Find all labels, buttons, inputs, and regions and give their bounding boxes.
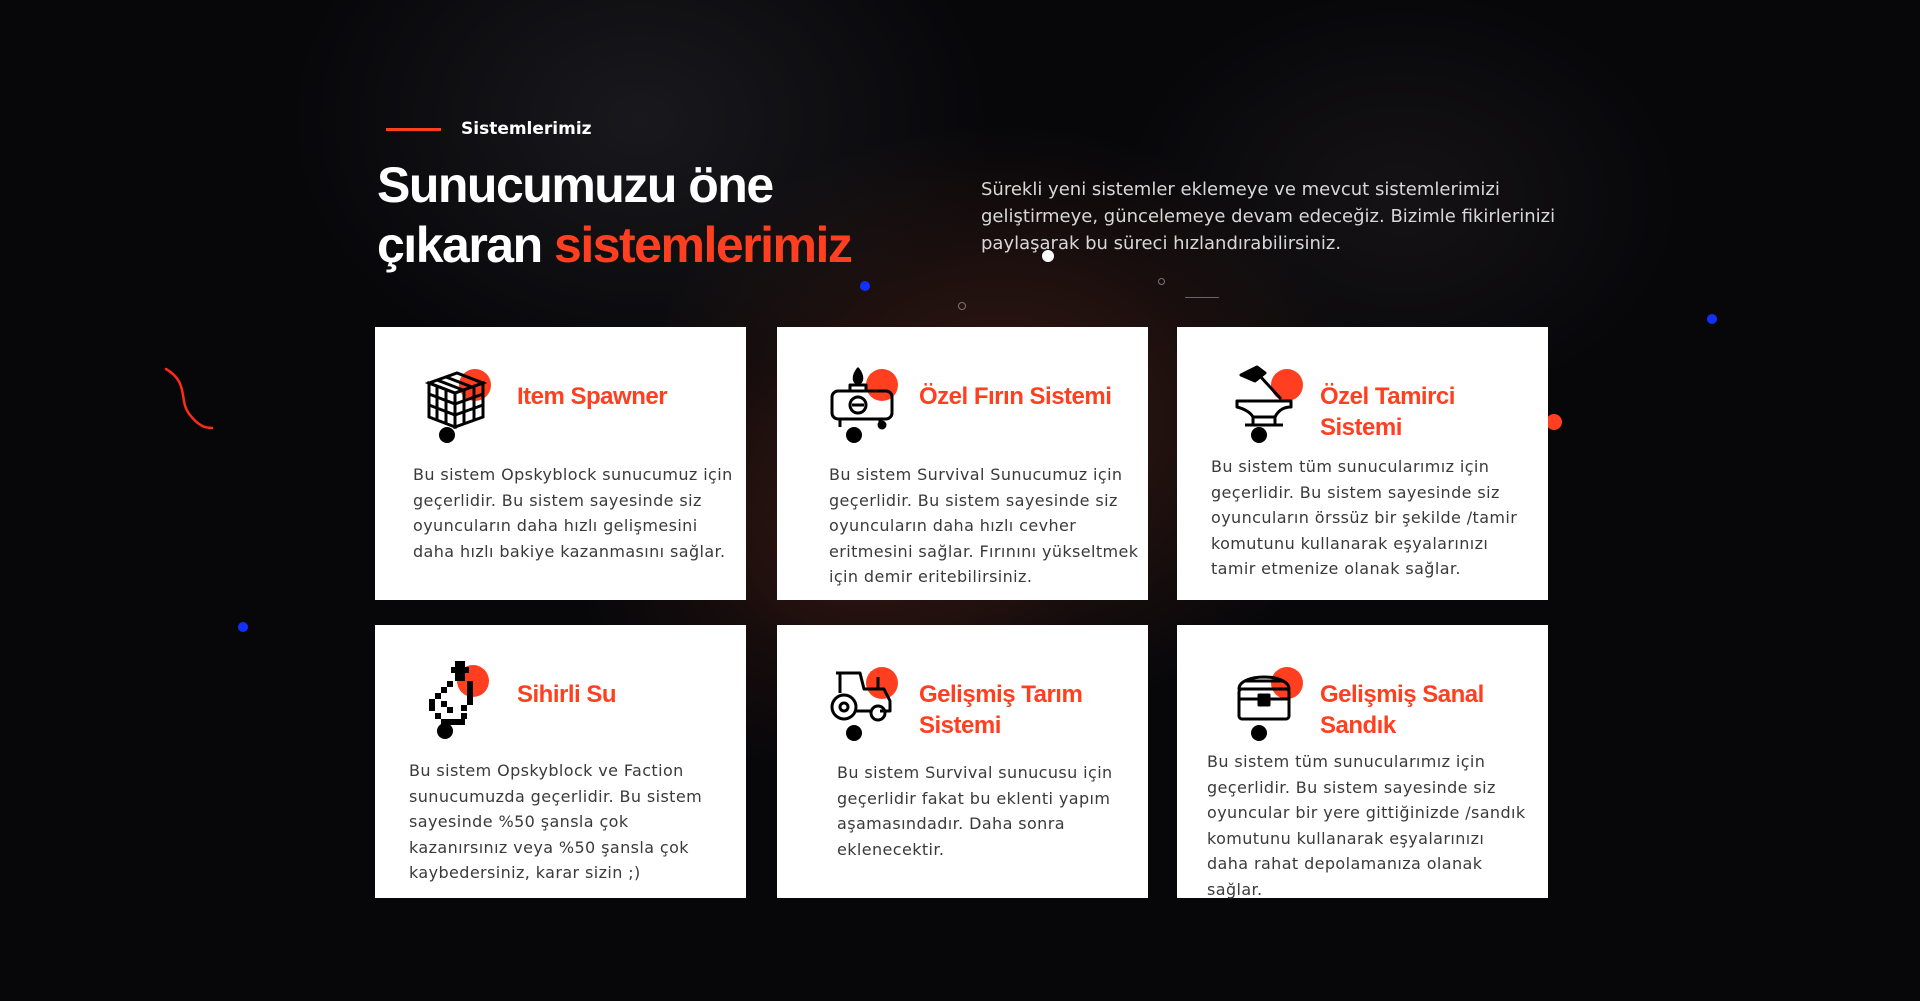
system-card-gelismis-sanal-sandik (1177, 625, 1548, 898)
section-title-line2 (377, 215, 851, 275)
system-card-item-spawner (375, 327, 746, 600)
card-icon-wrapper (822, 357, 906, 441)
icon-accent-dot (1251, 427, 1267, 443)
section-title-plain: çıkaran (377, 217, 555, 273)
system-card-ozel-tamirci (1177, 327, 1548, 600)
eyebrow-label: Sistemlerimiz (461, 119, 592, 139)
card-description: Bu sistem Opskyblock sunucumuz için geçerlidir. Bu sistem sayesinde siz oyuncuların daha hızlı gelişmesini daha hızlı bakiye kazanmasını sağlar. (413, 465, 733, 561)
icon-accent-dot (437, 723, 453, 739)
potion-bottle-icon (417, 657, 489, 729)
system-card-sihirli-su (375, 625, 746, 898)
card-title: Özel Tamirci Sistemi (1320, 383, 1455, 441)
ring-decoration (1158, 278, 1165, 285)
blue-dot-decoration (860, 281, 870, 291)
card-icon-wrapper (413, 653, 497, 737)
card-title: Item Spawner (517, 383, 668, 410)
card-title: Gelişmiş Tarım Sistemi (919, 681, 1083, 739)
anvil-hammer-icon (1231, 361, 1303, 433)
treasure-chest-icon (1231, 659, 1303, 731)
icon-accent-dot (439, 427, 455, 443)
section-title-accent: sistemlerimiz (554, 217, 852, 273)
system-card-ozel-firin (777, 327, 1148, 600)
card-description: Bu sistem Opskyblock ve Faction sunucumuzda geçerlidir. Bu sistem sayesinde %50 şansla çok kazanırsınız veya %50 şansla çok kaybedersiniz, karar sizin ;) (409, 761, 703, 883)
card-title: Özel Fırın Sistemi (919, 383, 1112, 410)
dash-decoration (1185, 297, 1219, 298)
card-description: Bu sistem Survival Sunucumuz için geçerlidir. Bu sistem sayesinde siz oyuncuların daha hızlı cevher eritmesini sağlar. Fırınını yükseltmek için demir eritebilirsiniz. (829, 465, 1139, 587)
eyebrow-line (386, 128, 441, 131)
ring-decoration (958, 302, 966, 310)
blue-dot-decoration (238, 622, 248, 632)
icon-accent-dot (846, 427, 862, 443)
card-description: Bu sistem Survival sunucusu için geçerlidir fakat bu eklenti yapım aşamasındadır. Daha sonra eklenecektir. (837, 763, 1113, 859)
card-description: Bu sistem tüm sunucularımız için geçerlidir. Bu sistem sayesinde siz oyuncuların örssüz bir şekilde /tamir komutunu kullanarak eşyalarınızı tamir etmenize olanak sağlar. (1211, 457, 1518, 579)
orange-dot-decoration (1546, 414, 1562, 430)
section-eyebrow (386, 119, 592, 139)
card-icon-wrapper (1227, 357, 1311, 441)
card-icon-wrapper (822, 655, 906, 739)
card-description: Bu sistem tüm sunucularımız için geçerlidir. Bu sistem sayesinde siz oyuncular bir yere gittiğinizde /sandık komutunu kullanarak eşyalarınızı daha rahat depolamanıza olanak sağlar. (1207, 752, 1526, 899)
tractor-icon (826, 659, 898, 731)
section-title-line1: Sunucumuzu öne (377, 157, 773, 213)
icon-accent-dot (1251, 725, 1267, 741)
crafting-cube-icon (419, 361, 491, 433)
card-icon-wrapper (415, 357, 499, 441)
card-title: Gelişmiş Sanal Sandık (1320, 681, 1484, 739)
red-squiggle-decoration (160, 365, 220, 435)
card-title: Sihirli Su (517, 681, 617, 708)
section-title (377, 155, 851, 275)
card-icon-wrapper (1227, 655, 1311, 739)
furnace-icon (826, 361, 898, 433)
blue-dot-decoration (1707, 314, 1717, 324)
system-card-gelismis-tarim (777, 625, 1148, 898)
section-description: Sürekli yeni sistemler eklemeye ve mevcut sistemlerimizi geliştirmeye, güncelemeye devam edeceğiz. Bizimle fikirlerinizi paylaşarak bu süreci hızlandırabilirsiniz. (981, 179, 1556, 254)
icon-accent-dot (846, 725, 862, 741)
